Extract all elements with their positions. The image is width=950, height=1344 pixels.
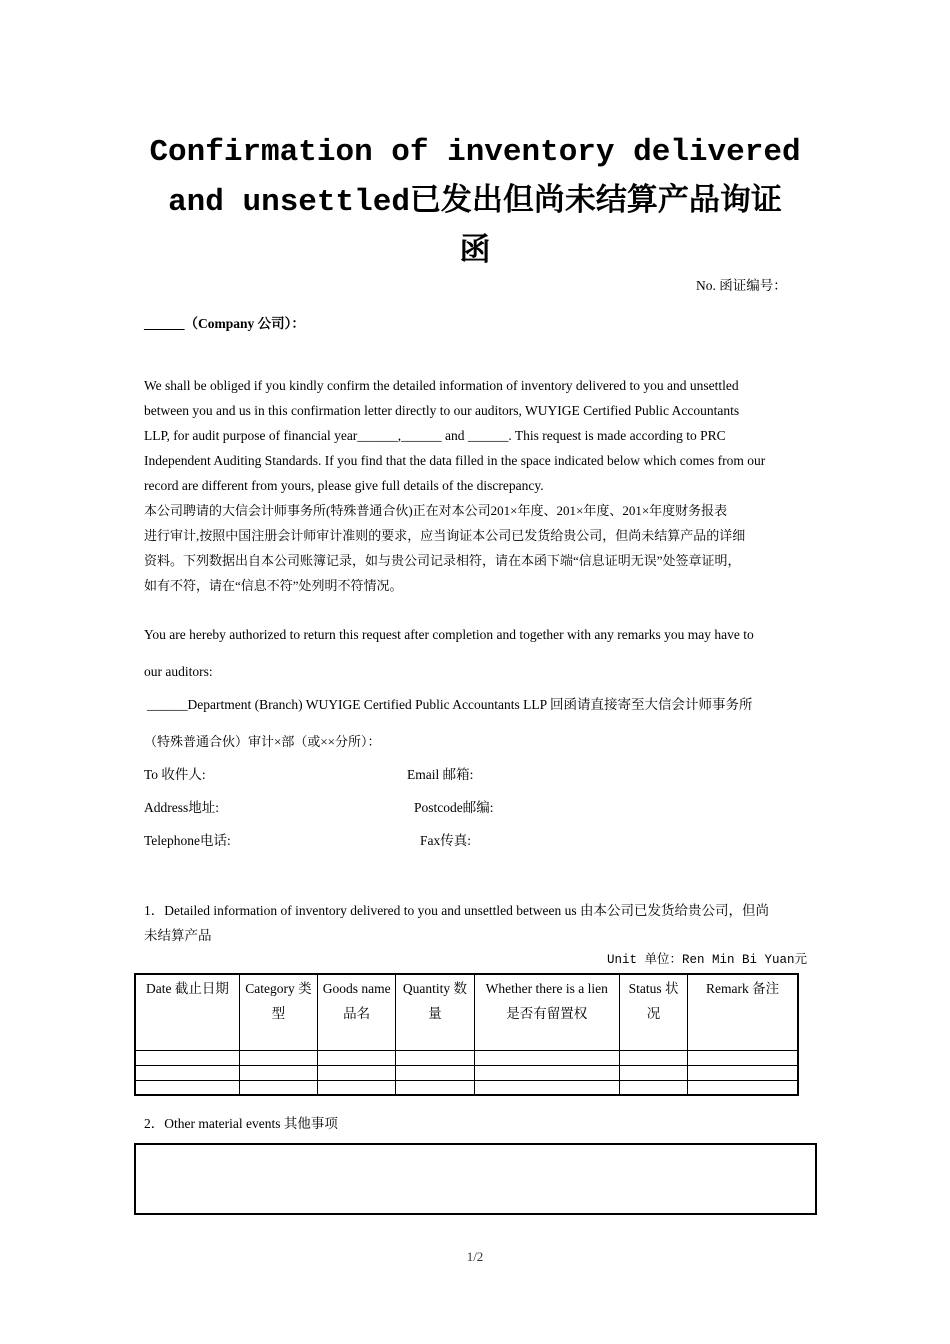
unit-label: Unit 单位：Ren Min Bi Yuan元 (606, 953, 807, 967)
reference-number: No. 函证编号： (696, 278, 787, 293)
intro-chinese (144, 498, 814, 598)
table-cell[interactable] (619, 1065, 687, 1080)
intro-cn-line: 本公司聘请的大信会计师事务所(特殊普通合伙)正在对本公司201×年度、201×年度、201×年度财务报表 (144, 503, 728, 518)
return-line-2: our auditors: (144, 664, 213, 679)
section-1-heading (144, 898, 769, 948)
table-cell[interactable] (474, 1050, 619, 1065)
table-cell[interactable] (688, 1065, 798, 1080)
table-cell[interactable] (396, 1065, 474, 1080)
table-cell[interactable] (474, 1080, 619, 1095)
section-1-line: 1．Detailed information of inventory delivered to you and unsettled between us 由本公司已发货给贵公司，但尚 (144, 903, 770, 918)
intro-english (144, 373, 814, 498)
title-line-3: 函 (459, 235, 491, 270)
table-cell[interactable] (619, 1050, 687, 1065)
header-category: Category 类型 (239, 974, 317, 1050)
table-cell[interactable] (239, 1050, 317, 1065)
intro-cn-line: 资料。下列数据出自本公司账簿记录，如与贵公司记录相符，请在本函下端“信息证明无误”处签章证明， (144, 553, 741, 568)
table-row (135, 1080, 798, 1095)
header-remark: Remark 备注 (688, 974, 798, 1050)
table-cell[interactable] (318, 1050, 396, 1065)
addressee (144, 311, 305, 336)
table-cell[interactable] (318, 1065, 396, 1080)
table-cell[interactable] (474, 1065, 619, 1080)
section-2-heading: 2．Other material events 其他事项 (144, 1116, 338, 1131)
email-label: Email 邮箱: (407, 767, 474, 782)
intro-en-line: between you and us in this confirmation letter directly to our auditors, WUYIGE Certified Public Accountants (144, 403, 740, 418)
intro-en-line: LLP, for audit purpose of financial year______,______ and ______. This request is made according to PRC (144, 428, 726, 443)
table-header-row (135, 974, 798, 1050)
header-lien: Whether there is a lien 是否有留置权 (474, 974, 619, 1050)
table-cell[interactable] (688, 1080, 798, 1095)
inventory-table (134, 973, 799, 1096)
page-number: 1/2 (466, 1249, 484, 1264)
return-line-4: （特殊普通合伙）审计×部（或××分所）： (144, 734, 381, 749)
addressee-label: （Company 公司）： (184, 316, 305, 331)
return-line-3: ______Department (Branch) WUYIGE Certified Public Accountants LLP 回函请直接寄至大信会计师事务所 (147, 697, 753, 712)
section-1-line: 未结算产品 (144, 928, 212, 943)
title-line-1: Confirmation of inventory delivered (149, 135, 801, 170)
table-cell[interactable] (239, 1065, 317, 1080)
to-label: To 收件人: (144, 767, 206, 782)
intro-cn-line: 如有不符，请在“信息不符”处列明不符情况。 (144, 578, 403, 593)
table-cell[interactable] (619, 1080, 687, 1095)
table-cell[interactable] (239, 1080, 317, 1095)
header-quantity: Quantity 数量 (396, 974, 474, 1050)
addressee-blank: ______ (144, 316, 185, 331)
postcode-label: Postcode邮编: (414, 800, 494, 815)
header-goods-name: Goods name 品名 (318, 974, 396, 1050)
table-cell[interactable] (135, 1050, 239, 1065)
table-cell[interactable] (135, 1080, 239, 1095)
table-cell[interactable] (396, 1050, 474, 1065)
return-line-1: You are hereby authorized to return this request after completion and together with any remarks you may have to (144, 627, 754, 642)
address-label: Address地址: (144, 800, 219, 815)
intro-en-line: Independent Auditing Standards. If you find that the data filled in the space indicated below which comes from our (144, 453, 766, 468)
table-cell[interactable] (135, 1065, 239, 1080)
telephone-label: Telephone电话: (144, 833, 231, 848)
table-row (135, 1050, 798, 1065)
header-status: Status 状况 (619, 974, 687, 1050)
header-date: Date 截止日期 (135, 974, 239, 1050)
document-title (100, 128, 850, 278)
table-row (135, 1065, 798, 1080)
intro-en-line: record are different from yours, please give full details of the discrepancy. (144, 478, 544, 493)
intro-cn-line: 进行审计,按照中国注册会计师审计准则的要求，应当询证本公司已发货给贵公司，但尚未结算产品的详细 (144, 528, 746, 543)
intro-en-line: We shall be obliged if you kindly confirm the detailed information of inventory delivered to you and unsettled (144, 378, 739, 393)
table-cell[interactable] (318, 1080, 396, 1095)
other-events-box[interactable] (134, 1143, 817, 1215)
table-cell[interactable] (396, 1080, 474, 1095)
title-line-2: and unsettled已发出但尚未结算产品询证 (168, 185, 782, 220)
table-cell[interactable] (688, 1050, 798, 1065)
fax-label: Fax传真: (420, 833, 472, 848)
